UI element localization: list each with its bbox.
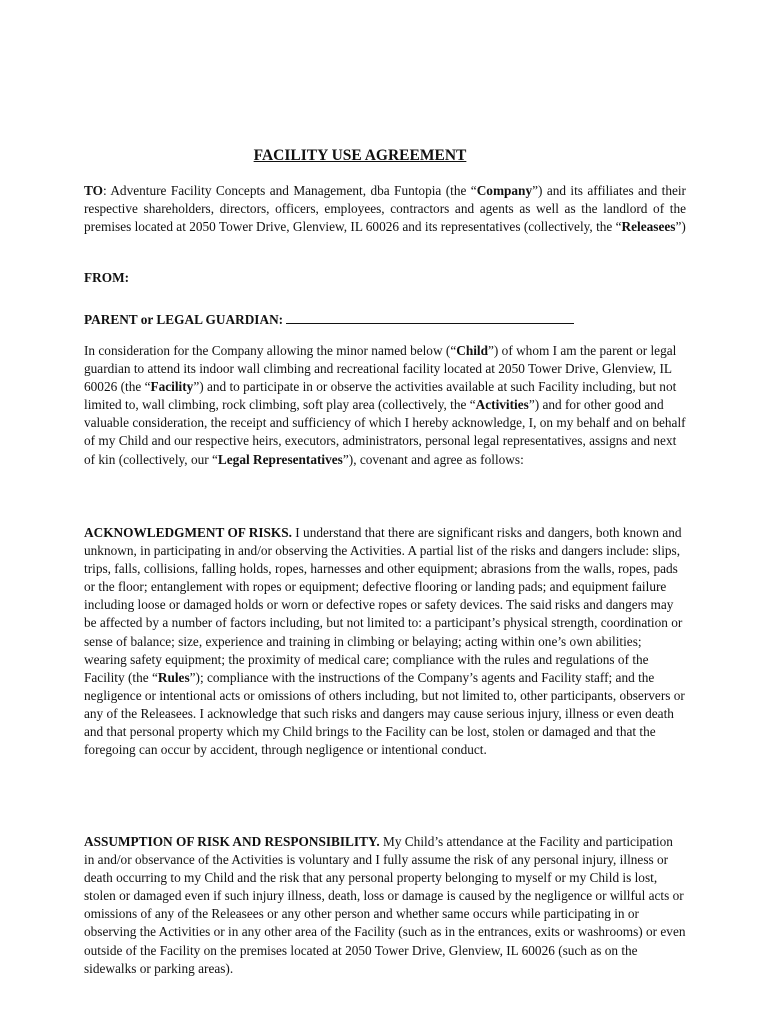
rules-term: Rules bbox=[157, 669, 190, 685]
consideration-text-1: In consideration for the Company allowing the minor named below (“ bbox=[84, 343, 457, 358]
company-term: Company bbox=[476, 183, 533, 198]
assumption-paragraph bbox=[84, 833, 686, 978]
consideration-paragraph bbox=[84, 342, 686, 469]
consideration-text-4: ”) and for other good and valuable consideration, the receipt and sufficiency of which I hereby acknowledge, I, on my behalf and on behalf of my Child and our respective heirs, executors, administrators, personal legal representatives, assigns and next of kin (collectively, our “ bbox=[84, 397, 686, 467]
guardian-signature-field[interactable] bbox=[286, 312, 574, 324]
document-title: FACILITY USE AGREEMENT bbox=[253, 147, 467, 164]
guardian-line bbox=[84, 311, 686, 329]
to-text-2: ”) and its affiliates and their respective shareholders, directors, officers, employees, contractors and agents as well as the landlord of the premises located at 2050 Tower Drive, Glenview, IL 60026 and its representatives (collectively, the “ bbox=[84, 183, 686, 235]
legal-representatives-term: Legal Representatives bbox=[217, 451, 343, 467]
to-text-1: : Adventure Facility Concepts and Management, dba Funtopia (the “ bbox=[102, 183, 477, 198]
assumption-heading: ASSUMPTION OF RISK AND RESPONSIBILITY. bbox=[84, 834, 380, 849]
consideration-text-5: ”), covenant and agree as follows: bbox=[342, 451, 524, 467]
acknowledgment-heading: ACKNOWLEDGMENT OF RISKS. bbox=[84, 525, 292, 540]
releasees-term: Releasees bbox=[621, 219, 676, 235]
to-paragraph bbox=[84, 182, 686, 236]
acknowledgment-text-1: I understand that there are significant risks and dangers, both known and unknown, in participating in and/or observing the Activities. A partial list of the risks and dangers include: slips, trips, falls, collisions, falling holds, ropes, harnesses and other equipment; abrasions from the walls, ropes, pads or the floor; entanglement with ropes or equipment; defective flooring or landing pads; and equipment failure including loose or damaged holds or worn or defective ropes or safety devices. The said risks and dangers may be affected by a number of factors including, but not limited to: a participant’s physical strength, coordination or sense of balance; size, experience and training in climbing or belaying; acting within one’s own abilities; wearing safety equipment; the proximity of medical care; compliance with the rules and regulations of the Facility (the “ bbox=[84, 525, 683, 685]
facility-term: Facility bbox=[150, 379, 194, 395]
consideration-text-2: ”) of whom I am the parent or legal guardian to attend its indoor wall climbing and recreational facility located at 2050 Tower Drive, Glenview, IL 60026 (the “ bbox=[84, 343, 677, 395]
acknowledgment-text-2: ”); compliance with the instructions of the Company’s agents and Facility staff; and the negligence or intentional acts or omissions of others including, but not limited to, other participants, observers or any of the Releasees. I acknowledge that such risks and dangers may cause serious injury, illness or even death and that personal property which my Child brings to the Facility can be lost, stolen or damaged and that the foregoing can occur by accident, through negligence or intentional conduct. bbox=[84, 669, 685, 758]
to-label: TO bbox=[84, 183, 103, 198]
child-term: Child bbox=[456, 343, 489, 358]
consideration-text-3: ”) and to participate in or observe the activities available at such Facility including, but not limited to, wall climbing, rock climbing, soft play area (collectively, the “ bbox=[84, 379, 677, 413]
from-label: FROM: bbox=[84, 270, 130, 285]
activities-term: Activities bbox=[475, 397, 529, 413]
acknowledgment-paragraph bbox=[84, 524, 686, 759]
assumption-text: My Child’s attendance at the Facility and participation in and/or observance of the Activities is voluntary and I fully assume the risk of any personal injury, illness or death occurring to my Child and the risk that any personal property belonging to myself or my Child is lost, stolen or damaged even if such injury illness, death, loss or damage is caused by the negligence or willful acts or omissions of any of the Releasees or any other person and whether same occurs while participating in or observing the Activities or in any other area of the Facility (such as in the entrances, exits or washrooms) or even outside of the Facility on the premises located at 2050 Tower Drive, Glenview, IL 60026 (such as on the sidewalks or parking areas). bbox=[84, 834, 686, 976]
to-text-3: ”) bbox=[675, 219, 686, 235]
guardian-label: PARENT or LEGAL GUARDIAN: bbox=[84, 312, 284, 327]
